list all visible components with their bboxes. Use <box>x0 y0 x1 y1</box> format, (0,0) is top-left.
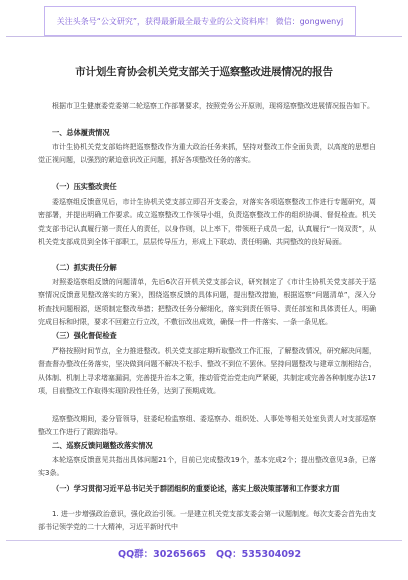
qq-number: QQ：535304092 <box>216 549 302 560</box>
subsection-paragraph: 1. 进一步增强政治意识，强化政治引领。一是建立机关党支部支委会第一议题制度。每次支委会首先由支部书记领学党的二十大精神，习近平新时代中 <box>38 510 376 532</box>
subsection-heading: （二）抓实责任分解 <box>52 263 117 272</box>
promo-banner <box>44 6 356 36</box>
section-paragraph: 本轮巡察反馈意见共指出具体问题21个，目前已完成整改19个，基本完成2个；提出整改意见3条，已落实3条。 <box>38 456 376 478</box>
subsection-heading: （一）压实整改责任 <box>52 182 117 191</box>
subsection-paragraph: 委巡察组反馈意见后，市计生协机关党支部立即召开支委会，对落实各项巡察整改工作进行专题研究，周密部署，并提出明确工作要求。成立巡察整改工作领导小组，负责巡察整改工作的组织协调、督促检查。机关党支部书记认真履行第一责任人的责任，以身作则，以上率下，带领班子成员一起，认真履行“一岗双责”，从机关党支部成员到全体干部职工，层层传导压力，形成上下联动、责任明确、共同整改的良好局面。 <box>38 198 376 247</box>
section-heading: 一、总体履责情况 <box>52 128 110 137</box>
intro-paragraph: 根据市卫生健康委党委第二轮巡察工作部署要求，按照党务公开原则，现将巡察整改进展情况报告如下。 <box>52 102 374 110</box>
qq-group-number: QQ群：30265665 <box>118 549 207 560</box>
subsection-paragraph: 严格按照时间节点，全力推进整改。机关党支部定期听取整改工作汇报，了解整改情况，研究解决问题，督查督办整改任务落实，坚决做到问题不解决不松手、整改不到位不罢休。坚持问题整改与建章立制相结合，从体制、机制上寻求堵塞漏洞，完善提升治本之策，推动管党治党走向严紧硬，共制定或完善各种制度办法17项，目前整改工作取得实现阶段性任务，达到了预期成效。 <box>38 347 376 396</box>
subsection-paragraph: 对照委巡察组反馈的问题清单，先后6次召开机关党支部会议，研究制定了《市计生协机关党支部关于巡察情况反馈意见整改落实的方案》，围绕巡察反馈的具体问题，提出整改措施，根据巡察“问题清单”，深入分析查找问题根源，逐项制定整改举措；把整改任务分解细化，落实到责任领导、责任部室和具体责任人，明确完成目标和时限，要求不回避立行立改，不敷衍改出成效，确保一件一件落实、一条一条见底。 <box>38 278 376 327</box>
subsection-heading: （一）学习贯彻习近平总书记关于群团组织的重要论述，落实上级决策部署和工作要求方面 <box>52 484 340 493</box>
header-divider <box>6 36 402 37</box>
footer <box>0 546 408 564</box>
promo-banner-text: 关注头条号“公文研究”，获得最新最全最专业的公文资料库！ 微信：gongwenyj <box>56 17 344 26</box>
document-title: 市计划生育协会机关党支部关于巡察整改进展情况的报告 <box>75 66 333 78</box>
footer-divider <box>6 540 402 541</box>
subsection-paragraph: 巡察整改期间，委分管领导，驻委纪检监察组、委巡察办、组织处、人事处等相关处室负责人对支部巡察整改工作进行了跟踪指导。 <box>38 415 376 437</box>
section-paragraph: 市计生协机关党支部始终把巡察整改作为重大政治任务来抓，坚持对整改工作全面负责，以高度的思想自觉正视问题，以强烈的紧迫意识改正问题，抓好各项整改任务的落实。 <box>38 143 376 165</box>
section-heading: 二、巡察反馈问题整改落实情况 <box>52 441 153 450</box>
subsection-heading: （三）强化督促检查 <box>52 331 117 340</box>
